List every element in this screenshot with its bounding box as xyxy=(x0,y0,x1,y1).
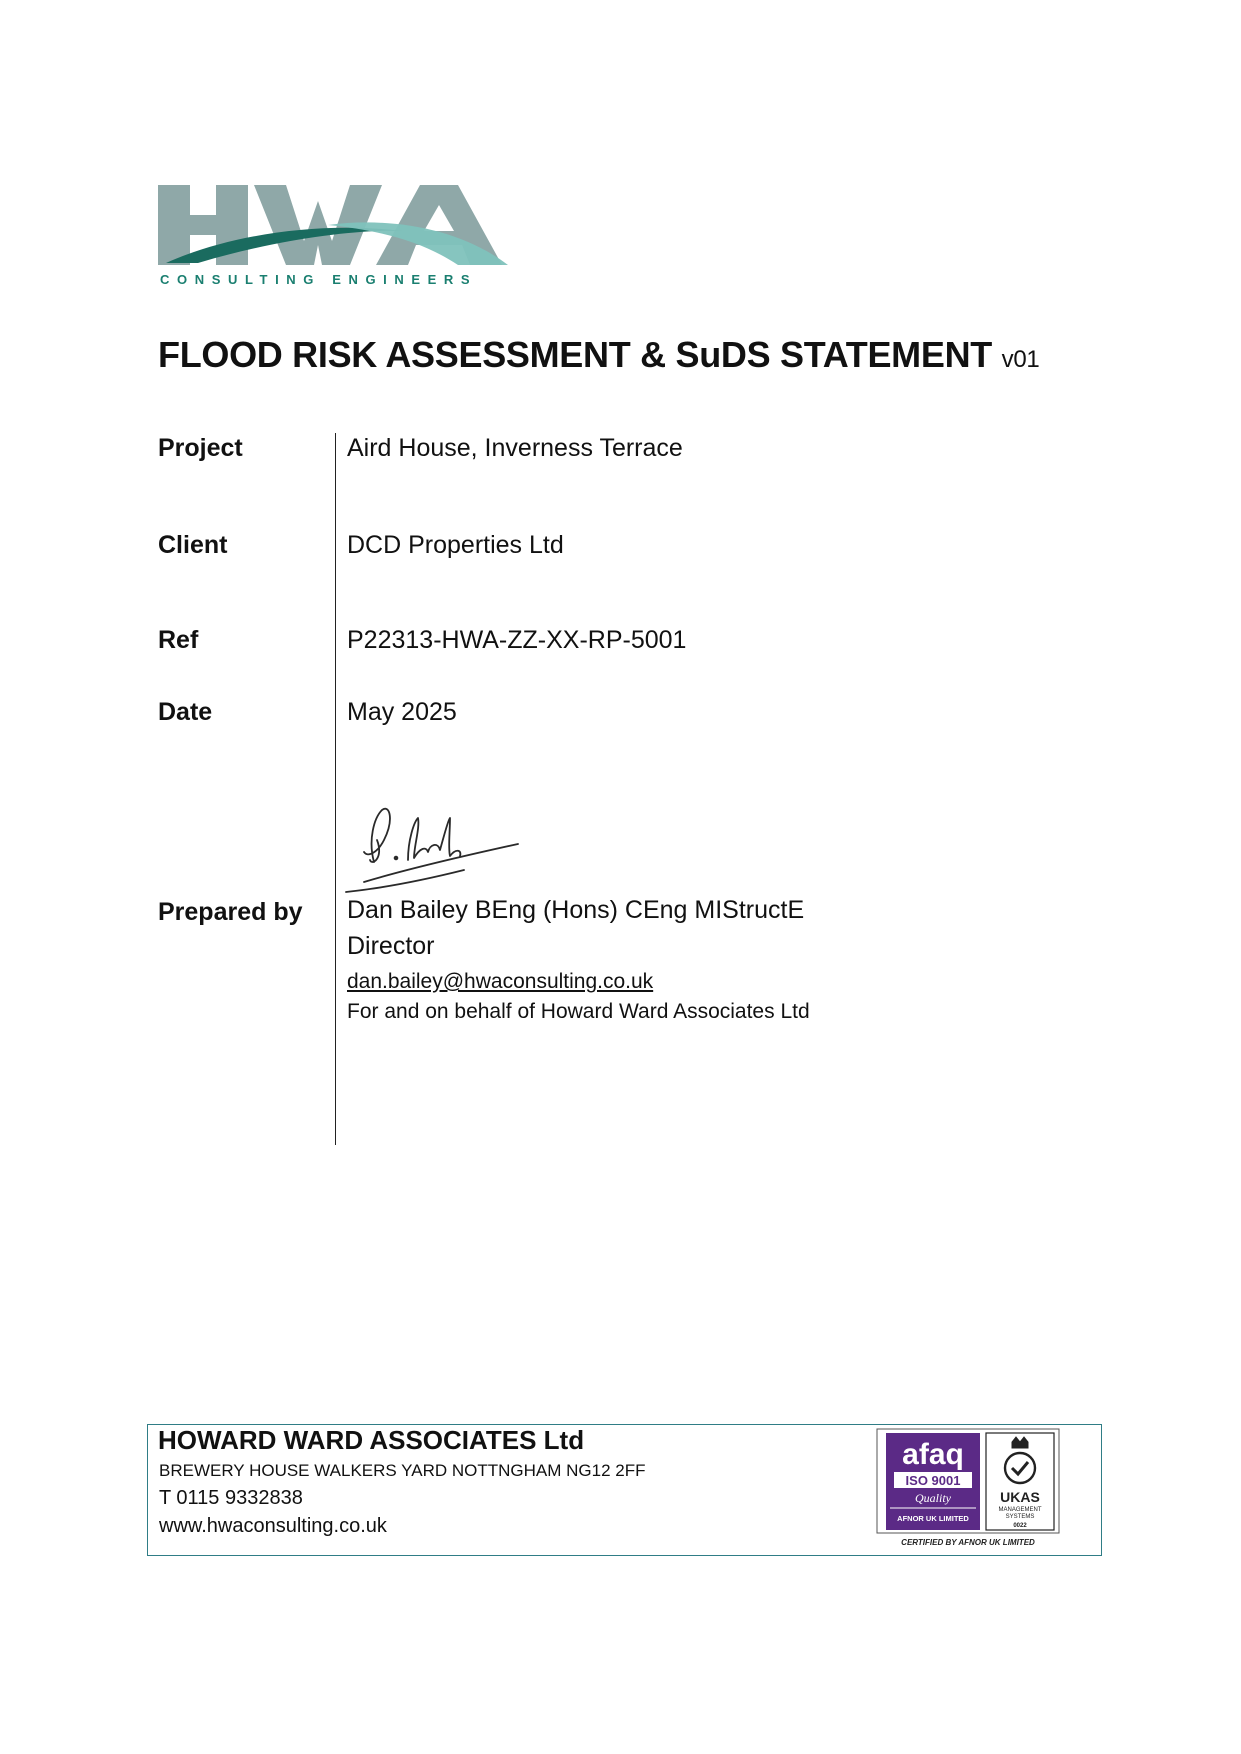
ukas-sub2: SYSTEMS xyxy=(1005,1514,1035,1520)
preparer-role: Director xyxy=(347,932,435,960)
quality-text: Quality xyxy=(915,1491,951,1505)
certified-by-text: CERTIFIED BY AFNOR UK LIMITED xyxy=(901,1538,1035,1547)
prepared-by-label: Prepared by xyxy=(158,898,303,926)
date-value: May 2025 xyxy=(347,698,457,726)
ukas-text: UKAS xyxy=(1000,1489,1040,1505)
document-title-main: FLOOD RISK ASSESSMENT & SuDS STATEMENT xyxy=(158,334,992,375)
footer-address: BREWERY HOUSE WALKERS YARD NOTTNGHAM NG12 2FF xyxy=(159,1461,646,1480)
ukas-number: 0022 xyxy=(1013,1523,1027,1529)
ref-label: Ref xyxy=(158,626,199,654)
ref-value: P22313-HWA-ZZ-XX-RP-5001 xyxy=(347,626,687,654)
certification-badges xyxy=(876,1428,1060,1548)
preparer-behalf: For and on behalf of Howard Ward Associates Ltd xyxy=(347,1000,810,1023)
footer-website[interactable]: www.hwaconsulting.co.uk xyxy=(159,1515,387,1537)
signature xyxy=(344,800,524,896)
iso-text: ISO 9001 xyxy=(905,1473,961,1488)
afnor-text: AFNOR UK LIMITED xyxy=(897,1514,969,1523)
preparer-email-link[interactable]: dan.bailey@hwaconsulting.co.uk xyxy=(347,970,654,993)
client-value: DCD Properties Ltd xyxy=(347,531,564,559)
project-value: Aird House, Inverness Terrace xyxy=(347,434,683,462)
field-divider xyxy=(335,433,336,1145)
client-label: Client xyxy=(158,531,228,559)
preparer-name: Dan Bailey BEng (Hons) CEng MIStructE xyxy=(347,896,805,924)
document-title xyxy=(158,334,1039,376)
project-label: Project xyxy=(158,434,243,462)
date-label: Date xyxy=(158,698,213,726)
footer-company: HOWARD WARD ASSOCIATES Ltd xyxy=(158,1425,585,1455)
afaq-text: afaq xyxy=(902,1438,964,1471)
document-version: v01 xyxy=(1001,346,1040,373)
footer-phone: T 0115 9332838 xyxy=(159,1487,303,1509)
ukas-sub1: MANAGEMENT xyxy=(998,1507,1042,1513)
logo-tagline: CONSULTING ENGINEERS xyxy=(160,272,478,287)
